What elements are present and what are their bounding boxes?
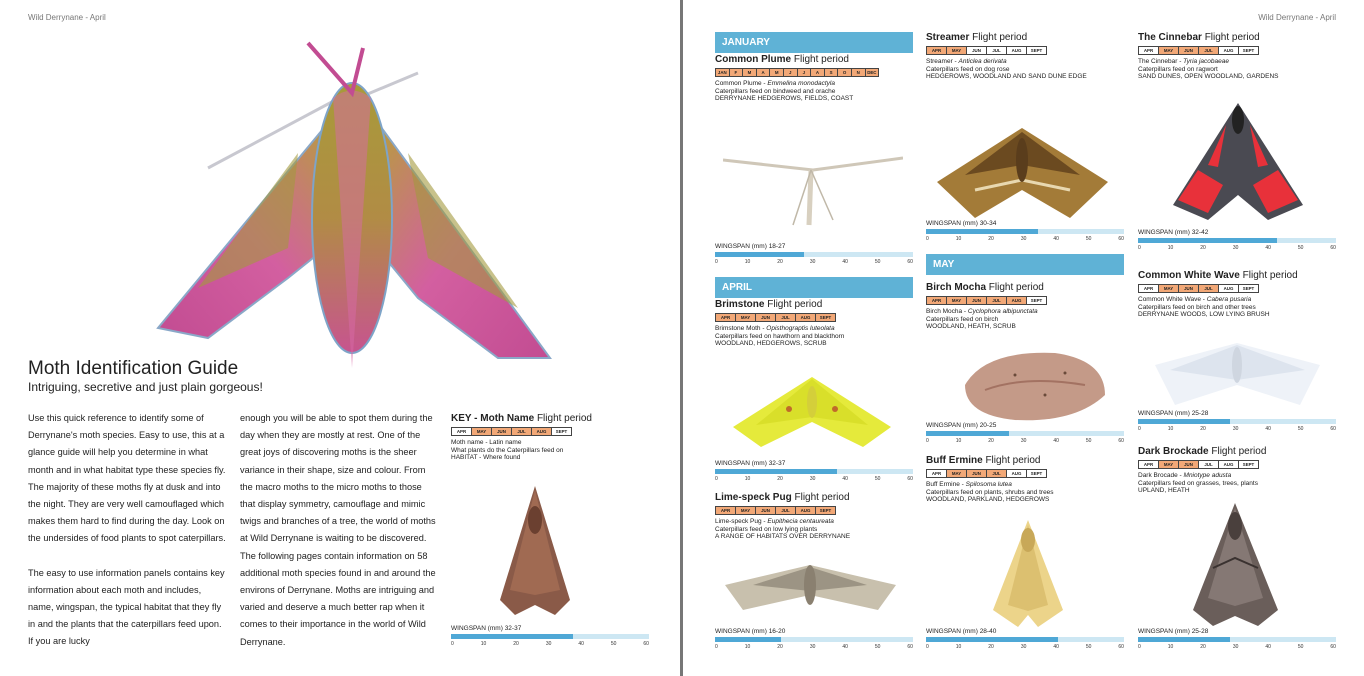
month-cell: JUL [512, 427, 532, 436]
month-cell: APR [926, 46, 947, 55]
common-white-wave-name: Common White Wave [1138, 270, 1240, 281]
intro-paragraph-3: enough you will be able to spot them during the day when they are mostly at rest. One of the great joys of discovering moths is the sheer variance in their shape, size and colour. From the macro moths to the micro moths to those that display symmetry, camouflage and mimic twigs and branches of a tree, the world of moths at Wild Derrynane is waiting to be discovered. The following pages contain information on 58 additional moth species found in and around the environs of Derrynane. Moths are intriguing and varied and deserve a much better rap when it comes to their importance in the world of Wild Derrynane. [240, 413, 436, 647]
dark-brockade-image [1188, 498, 1283, 628]
wingspan-tick: 30 [1232, 245, 1239, 251]
birch-mocha-wingspan: WINGSPAN (mm) 20-25 0 10 20 30 40 50 60 [926, 422, 1124, 444]
moth-entry-birch-mocha: Birch Mocha Flight period APR MAY JUN JUL AUG SEPT Birch Mocha - Cyclophora albipunctata Caterpillars feed on birch WOODLAND, HEATH, SCRUB [926, 281, 1124, 331]
common-white-wave-wingspan-value: 25-28 [1191, 410, 1209, 417]
month-cell: AUG [796, 313, 816, 322]
cinnebar-name: The Cinnebar [1138, 32, 1202, 43]
moth-entry-streamer: Streamer Flight period APR MAY JUN JUL AUG SEPT Streamer - Anticlea derivata Caterpillars feed on dog rose HEDGEROWS, WOODLAND AND SAND DUNE EDGE [926, 31, 1124, 81]
wingspan-tick: 10 [955, 236, 962, 242]
brimstone-food: Caterpillars feed on hawthorn and blackthorn [715, 332, 845, 340]
wingspan-tick: 60 [907, 259, 913, 265]
streamer-wingspan: WINGSPAN (mm) 30-34 0 10 20 30 40 50 60 [926, 220, 1124, 242]
wingspan-tick: 30 [1020, 644, 1027, 650]
wingspan-tick: 30 [1020, 438, 1027, 444]
month-cell: JUL [1199, 284, 1219, 293]
birch-mocha-calendar [926, 296, 1124, 305]
key-wingspan-ticks [451, 641, 649, 647]
lime-speck-pug-habitat: A RANGE OF HABITATS OVER DERRYNANE [715, 533, 851, 541]
wingspan-tick: 20 [777, 644, 783, 650]
wingspan-tick: 60 [1118, 236, 1124, 242]
month-cell: MAY [736, 313, 756, 322]
common-white-wave-wingspan-fill [1138, 419, 1230, 424]
month-cell: J [798, 68, 812, 77]
wingspan-tick: 10 [955, 644, 962, 650]
wingspan-tick: 30 [809, 476, 816, 482]
common-plume-wingspan-fill [715, 252, 804, 257]
common-white-wave-wingspan-ticks [1138, 426, 1336, 432]
birch-mocha-wingspan-value: 20-25 [979, 422, 997, 429]
month-cell: JUL [1199, 46, 1219, 55]
month-cell: APR [1138, 460, 1159, 469]
moth-entry-dark-brockade: Dark Brockade Flight period APR MAY JUN JUL AUG SEPT Dark Brocade - Mniotype adusta Caterpillars feed on grasses, trees, plants UPLAND, HEATH [1138, 445, 1336, 495]
cinnebar-wingspan-ticks [1138, 245, 1336, 251]
buff-ermine-latin-line: Buff Ermine - Spilosoma lutea [926, 481, 1012, 488]
intro-paragraph-2: The easy to use information panels contains key information about each moth and includes, name, wingspan, the typical habitat that they fly in and the plants that the caterpillars feed upon. If you are lucky [28, 567, 225, 647]
wingspan-tick: 60 [907, 644, 913, 650]
month-cell: S [825, 68, 839, 77]
wingspan-tick: 40 [842, 476, 848, 482]
key-info [451, 439, 649, 462]
key-wingspan-bar [451, 634, 649, 639]
wingspan-tick: 0 [1138, 245, 1141, 251]
wingspan-tick: 20 [1200, 644, 1206, 650]
month-cell: JUL [987, 296, 1007, 305]
month-cell: APR [1138, 284, 1159, 293]
wingspan-tick: 0 [715, 259, 718, 265]
cinnebar-wingspan-value: 32-42 [1191, 229, 1209, 236]
month-cell: AUG [1219, 46, 1239, 55]
common-white-wave-image [1150, 335, 1325, 410]
wingspan-tick: 50 [1085, 236, 1092, 242]
month-cell: MAY [1159, 46, 1179, 55]
cinnebar-wingspan-fill [1138, 238, 1277, 243]
lime-speck-pug-calendar [715, 506, 913, 515]
intro-column-1 [28, 410, 226, 668]
dark-brockade-latin-line: Dark Brocade - Mniotype adusta [1138, 472, 1232, 479]
month-cell: JUN [967, 469, 987, 478]
dark-brockade-calendar [1138, 460, 1336, 469]
wingspan-tick: 40 [1053, 438, 1059, 444]
month-cell: APR [926, 469, 947, 478]
wingspan-tick: 0 [926, 644, 929, 650]
month-cell: J [784, 68, 798, 77]
month-cell: M [770, 68, 784, 77]
wingspan-tick: 0 [451, 641, 454, 647]
key-wingspan [451, 625, 649, 647]
wingspan-tick: 30 [809, 259, 816, 265]
wingspan-tick: 50 [1297, 245, 1304, 251]
wingspan-tick: 40 [1053, 236, 1059, 242]
wingspan-tick: 10 [480, 641, 487, 647]
key-panel [451, 412, 649, 462]
month-cell: JUL [987, 469, 1007, 478]
lime-speck-pug-name: Lime-speck Pug [715, 492, 792, 503]
month-cell: JUN [1179, 46, 1199, 55]
common-plume-latin-line: Common Plume - Emmelina monodactyla [715, 80, 835, 87]
wingspan-tick: 10 [1167, 426, 1174, 432]
month-cell: JUN [1179, 460, 1199, 469]
moth-entry-lime-speck-pug: Lime-speck Pug Flight period APR MAY JUN JUL AUG SEPT Lime-speck Pug - Eupithecia centaureata Caterpillars feed on low lying plants A RANGE OF HABITATS OVER DERRYNANE [715, 491, 913, 541]
common-plume-wingspan-value: 18-27 [768, 243, 786, 250]
moth-entry-brimstone: Brimstone Flight period APR MAY JUN JUL AUG SEPT Brimstone Moth - Opisthograptis luteolata Caterpillars feed on hawthorn and blackthorn WOODLAND, HEDGEROWS, SCRUB [715, 298, 913, 348]
cinnebar-habitat: SAND DUNES, OPEN WOODLAND, GARDENS [1138, 73, 1279, 81]
running-head-left: Wild Derrynane - April [28, 13, 106, 22]
common-white-wave-wingspan: WINGSPAN (mm) 25-28 0 10 20 30 40 50 60 [1138, 410, 1336, 432]
month-band-april: APRIL [715, 277, 913, 298]
month-cell: JAN [715, 68, 730, 77]
wingspan-tick: 40 [1053, 644, 1059, 650]
wingspan-tick: 40 [842, 259, 848, 265]
month-cell: AUG [1219, 460, 1239, 469]
month-cell: JUN [1179, 284, 1199, 293]
common-white-wave-calendar [1138, 284, 1336, 293]
common-plume-habitat: DERRYNANE HEDGEROWS, FIELDS, COAST [715, 95, 854, 103]
wingspan-tick: 0 [715, 476, 718, 482]
month-cell: SEPT [816, 506, 836, 515]
key-wingspan-value: 32-37 [504, 625, 522, 632]
wingspan-tick: 40 [1265, 644, 1271, 650]
wingspan-tick: 0 [1138, 644, 1141, 650]
month-cell: APR [1138, 46, 1159, 55]
buff-ermine-wingspan-bar [926, 637, 1124, 642]
month-cell: AUG [532, 427, 552, 436]
month-cell: AUG [1007, 469, 1027, 478]
elephant-hawk-moth-image [138, 28, 562, 378]
wingspan-tick: 30 [1020, 236, 1027, 242]
wingspan-tick: 60 [1118, 644, 1124, 650]
month-cell: A [811, 68, 825, 77]
month-cell: JUN [756, 506, 776, 515]
common-white-wave-habitat: DERRYNANE WOODS, LOW LYING BRUSH [1138, 311, 1270, 319]
brimstone-habitat: WOODLAND, HEDGEROWS, SCRUB [715, 340, 827, 348]
month-cell: JUL [987, 46, 1007, 55]
month-cell: MAY [736, 506, 756, 515]
dark-brockade-wingspan-value: 25-28 [1191, 628, 1209, 635]
common-plume-wingspan: WINGSPAN (mm) 18-27 0 10 20 30 40 50 60 [715, 243, 913, 265]
birch-mocha-wingspan-ticks [926, 438, 1124, 444]
month-cell: JUN [492, 427, 512, 436]
key-name: KEY - Moth Name [451, 413, 535, 424]
wingspan-tick: 10 [1167, 644, 1174, 650]
wingspan-tick: 40 [1265, 426, 1271, 432]
streamer-wingspan-fill [926, 229, 1038, 234]
dark-brockade-food: Caterpillars feed on grasses, trees, plants [1138, 479, 1258, 487]
moth-entry-common-white-wave: Common White Wave Flight period APR MAY JUN JUL AUG SEPT Common White Wave - Cabera pusaria Caterpillars feed on birch and other trees DERRYNANE WOODS, LOW LYING BRUSH [1138, 269, 1336, 319]
streamer-image [935, 120, 1110, 220]
buff-ermine-wingspan-fill [926, 637, 1058, 642]
brimstone-wingspan: WINGSPAN (mm) 32-37 0 10 20 30 40 50 60 [715, 460, 913, 482]
guide-subtitle: Intriguing, secretive and just plain gorgeous! [28, 380, 263, 394]
buff-ermine-name: Buff Ermine [926, 455, 983, 466]
cinnebar-image [1168, 95, 1308, 225]
wingspan-tick: 60 [907, 476, 913, 482]
month-cell: AUG [796, 506, 816, 515]
buff-ermine-food: Caterpillars feed on plants, shrubs and trees [926, 488, 1054, 496]
month-cell: MAY [472, 427, 492, 436]
key-wingspan-fill [451, 634, 573, 639]
wingspan-tick: 40 [1265, 245, 1271, 251]
wingspan-tick: 10 [744, 644, 751, 650]
month-cell: SEPT [1239, 284, 1259, 293]
dark-brockade-wingspan-fill [1138, 637, 1230, 642]
cinnebar-wingspan-bar [1138, 238, 1336, 243]
buff-ermine-image [988, 515, 1068, 630]
buff-ermine-calendar [926, 469, 1124, 478]
month-cell: JUL [776, 313, 796, 322]
dark-brockade-wingspan-bar [1138, 637, 1336, 642]
wingspan-tick: 0 [715, 644, 718, 650]
birch-mocha-wingspan-bar [926, 431, 1124, 436]
dark-brockade-name: Dark Brockade [1138, 446, 1209, 457]
month-cell: APR [715, 506, 736, 515]
moth-entry-buff-ermine: Buff Ermine Flight period APR MAY JUN JUL AUG SEPT Buff Ermine - Spilosoma lutea Caterpillars feed on plants, shrubs and trees WOODLAND, PARKLAND, HEDGEROWS [926, 454, 1124, 504]
wingspan-tick: 20 [988, 644, 994, 650]
brimstone-image [731, 367, 893, 452]
common-plume-calendar [715, 68, 913, 77]
buff-ermine-habitat: WOODLAND, PARKLAND, HEDGEROWS [926, 496, 1050, 504]
streamer-wingspan-bar [926, 229, 1124, 234]
key-flight-label: Flight period [536, 413, 592, 424]
buff-ermine-wingspan-value: 28-40 [979, 628, 997, 635]
wingspan-tick: 50 [874, 644, 881, 650]
lime-speck-pug-wingspan-value: 16-20 [768, 628, 786, 635]
month-cell: AUG [1007, 46, 1027, 55]
brimstone-wingspan-fill [715, 469, 837, 474]
wingspan-tick: 20 [988, 236, 994, 242]
birch-mocha-name: Birch Mocha [926, 282, 987, 293]
key-calendar [451, 427, 649, 436]
buff-ermine-wingspan-ticks [926, 644, 1124, 650]
cinnebar-latin-line: The Cinnebar - Tyria jacobaeae [1138, 58, 1229, 65]
wingspan-tick: 50 [1297, 644, 1304, 650]
month-cell: SEPT [552, 427, 572, 436]
month-cell: MAY [947, 46, 967, 55]
streamer-latin-line: Streamer - Anticlea derivata [926, 58, 1007, 65]
month-cell: APR [715, 313, 736, 322]
common-plume-wingspan-bar [715, 252, 913, 257]
wingspan-tick: 20 [1200, 426, 1206, 432]
wingspan-tick: 20 [777, 259, 783, 265]
guide-title: Moth Identification Guide [28, 358, 239, 379]
month-cell: MAY [1159, 460, 1179, 469]
wingspan-tick: 50 [1085, 438, 1092, 444]
birch-mocha-habitat: WOODLAND, HEATH, SCRUB [926, 323, 1016, 331]
wingspan-tick: 30 [545, 641, 552, 647]
cinnebar-wingspan: WINGSPAN (mm) 32-42 0 10 20 30 40 50 60 [1138, 229, 1336, 251]
key-moth-image [490, 480, 580, 620]
common-white-wave-food: Caterpillars feed on birch and other trees [1138, 303, 1256, 311]
month-cell: F [730, 68, 744, 77]
key-line-2: What plants do the Caterpillars feed on [451, 446, 564, 454]
moth-entry-cinnebar: The Cinnebar Flight period APR MAY JUN JUL AUG SEPT The Cinnebar - Tyria jacobaeae Caterpillars feed on ragwort SAND DUNES, OPEN WOODLAND, GARDENS [1138, 31, 1336, 81]
intro-paragraph-1: Use this quick reference to identify some of Derrynane's moth species. Easy to use, this at a glance guide will help you determine in what month and in what habitat type these species fly. The majority of these moths fly at dusk and into the night. They are very well camouflaged which makes them hard to find during the day. Look on the undersides of food plants to spot caterpillars. [28, 413, 226, 544]
month-cell: APR [451, 427, 472, 436]
wingspan-tick: 30 [1232, 644, 1239, 650]
month-cell: SEPT [1027, 46, 1047, 55]
wingspan-tick: 60 [1118, 438, 1124, 444]
wingspan-tick: 60 [1330, 644, 1336, 650]
wingspan-tick: 10 [1167, 245, 1174, 251]
brimstone-wingspan-bar [715, 469, 913, 474]
buff-ermine-wingspan: WINGSPAN (mm) 28-40 0 10 20 30 40 50 60 [926, 628, 1124, 650]
month-cell: DEC [866, 68, 880, 77]
right-page [683, 0, 1364, 676]
month-cell: MAY [947, 469, 967, 478]
month-cell: AUG [1219, 284, 1239, 293]
month-cell: MAY [947, 296, 967, 305]
flight-label: Flight period [793, 54, 849, 65]
birch-mocha-image [955, 345, 1110, 425]
wingspan-tick: 10 [744, 259, 751, 265]
lime-speck-pug-wingspan-fill [715, 637, 781, 642]
wingspan-tick: 20 [513, 641, 519, 647]
lime-speck-pug-wingspan-ticks [715, 644, 913, 650]
streamer-name: Streamer [926, 32, 970, 43]
wingspan-tick: 20 [988, 438, 994, 444]
dark-brockade-wingspan: WINGSPAN (mm) 25-28 0 10 20 30 40 50 60 [1138, 628, 1336, 650]
wingspan-tick: 20 [1200, 245, 1206, 251]
lime-speck-pug-food: Caterpillars feed on low lying plants [715, 525, 818, 533]
streamer-food: Caterpillars feed on dog rose [926, 65, 1010, 73]
intro-column-2 [240, 410, 438, 668]
wingspan-tick: 60 [1330, 426, 1336, 432]
month-band-may: MAY [926, 254, 1124, 275]
month-cell: A [757, 68, 771, 77]
common-plume-image [723, 140, 903, 230]
brimstone-name: Brimstone [715, 299, 765, 310]
wingspan-tick: 40 [578, 641, 584, 647]
running-head-right: Wild Derrynane - April [1258, 13, 1336, 22]
dark-brockade-habitat: UPLAND, HEATH [1138, 487, 1190, 495]
month-cell: M [743, 68, 757, 77]
dark-brockade-wingspan-ticks [1138, 644, 1336, 650]
month-band-january: JANUARY [715, 32, 913, 53]
month-cell: SEPT [1239, 46, 1259, 55]
birch-mocha-latin-line: Birch Mocha - Cyclophora albipunctata [926, 308, 1038, 315]
month-cell: APR [926, 296, 947, 305]
month-cell: AUG [1007, 296, 1027, 305]
lime-speck-pug-latin-line: Lime-speck Pug - Eupithecia centaureata [715, 518, 834, 525]
key-line-1: Moth name - Latin name [451, 439, 522, 446]
month-cell: N [852, 68, 866, 77]
wingspan-tick: 0 [926, 236, 929, 242]
month-cell: O [838, 68, 852, 77]
streamer-wingspan-value: 30-34 [979, 220, 997, 227]
month-cell: SEPT [1239, 460, 1259, 469]
lime-speck-pug-wingspan-bar [715, 637, 913, 642]
common-plume-food: Caterpillars feed on bindweed and orache [715, 87, 836, 95]
wingspan-tick: 50 [1085, 644, 1092, 650]
cinnebar-food: Caterpillars feed on ragwort [1138, 65, 1218, 73]
brimstone-calendar [715, 313, 913, 322]
month-cell: JUN [967, 296, 987, 305]
month-cell: JUL [1199, 460, 1219, 469]
brimstone-wingspan-ticks [715, 476, 913, 482]
wingspan-tick: 50 [874, 259, 881, 265]
key-line-3: HABITAT - Where found [451, 454, 521, 462]
key-title [451, 412, 649, 425]
streamer-habitat: HEDGEROWS, WOODLAND AND SAND DUNE EDGE [926, 73, 1087, 81]
month-cell: SEPT [816, 313, 836, 322]
moth-entry-common-plume [715, 53, 913, 103]
key-wingspan-label [451, 625, 649, 633]
month-cell: MAY [1159, 284, 1179, 293]
wingspan-tick: 50 [874, 476, 881, 482]
streamer-calendar [926, 46, 1124, 55]
month-cell: JUN [756, 313, 776, 322]
wingspan-tick: 60 [643, 641, 649, 647]
wingspan-tick: 10 [955, 438, 962, 444]
cinnebar-calendar [1138, 46, 1336, 55]
wingspan-tick: 20 [777, 476, 783, 482]
left-page [0, 0, 680, 676]
lime-speck-pug-image [723, 555, 898, 620]
month-cell: SEPT [1027, 296, 1047, 305]
streamer-wingspan-ticks [926, 236, 1124, 242]
wingspan-tick: 0 [1138, 426, 1141, 432]
wingspan-tick: 50 [1297, 426, 1304, 432]
common-plume-wingspan-ticks [715, 259, 913, 265]
common-plume-name: Common Plume [715, 54, 792, 65]
common-white-wave-wingspan-bar [1138, 419, 1336, 424]
month-cell: JUL [776, 506, 796, 515]
wingspan-tick: 30 [1232, 426, 1239, 432]
birch-mocha-wingspan-fill [926, 431, 1009, 436]
wingspan-tick: 60 [1330, 245, 1336, 251]
brimstone-wingspan-value: 32-37 [768, 460, 786, 467]
birch-mocha-food: Caterpillars feed on birch [926, 315, 999, 323]
key-wingspan-prefix: WINGSPAN (mm) [451, 625, 503, 632]
wingspan-tick: 30 [809, 644, 816, 650]
wingspan-tick: 40 [842, 644, 848, 650]
wingspan-tick: 50 [610, 641, 617, 647]
month-cell: SEPT [1027, 469, 1047, 478]
lime-speck-pug-wingspan: WINGSPAN (mm) 16-20 0 10 20 30 40 50 60 [715, 628, 913, 650]
common-white-wave-latin-line: Common White Wave - Cabera pusaria [1138, 296, 1252, 303]
wingspan-tick: 0 [926, 438, 929, 444]
wingspan-tick: 10 [744, 476, 751, 482]
brimstone-latin-line: Brimstone Moth - Opisthograptis luteolata [715, 325, 835, 332]
month-cell: JUN [967, 46, 987, 55]
